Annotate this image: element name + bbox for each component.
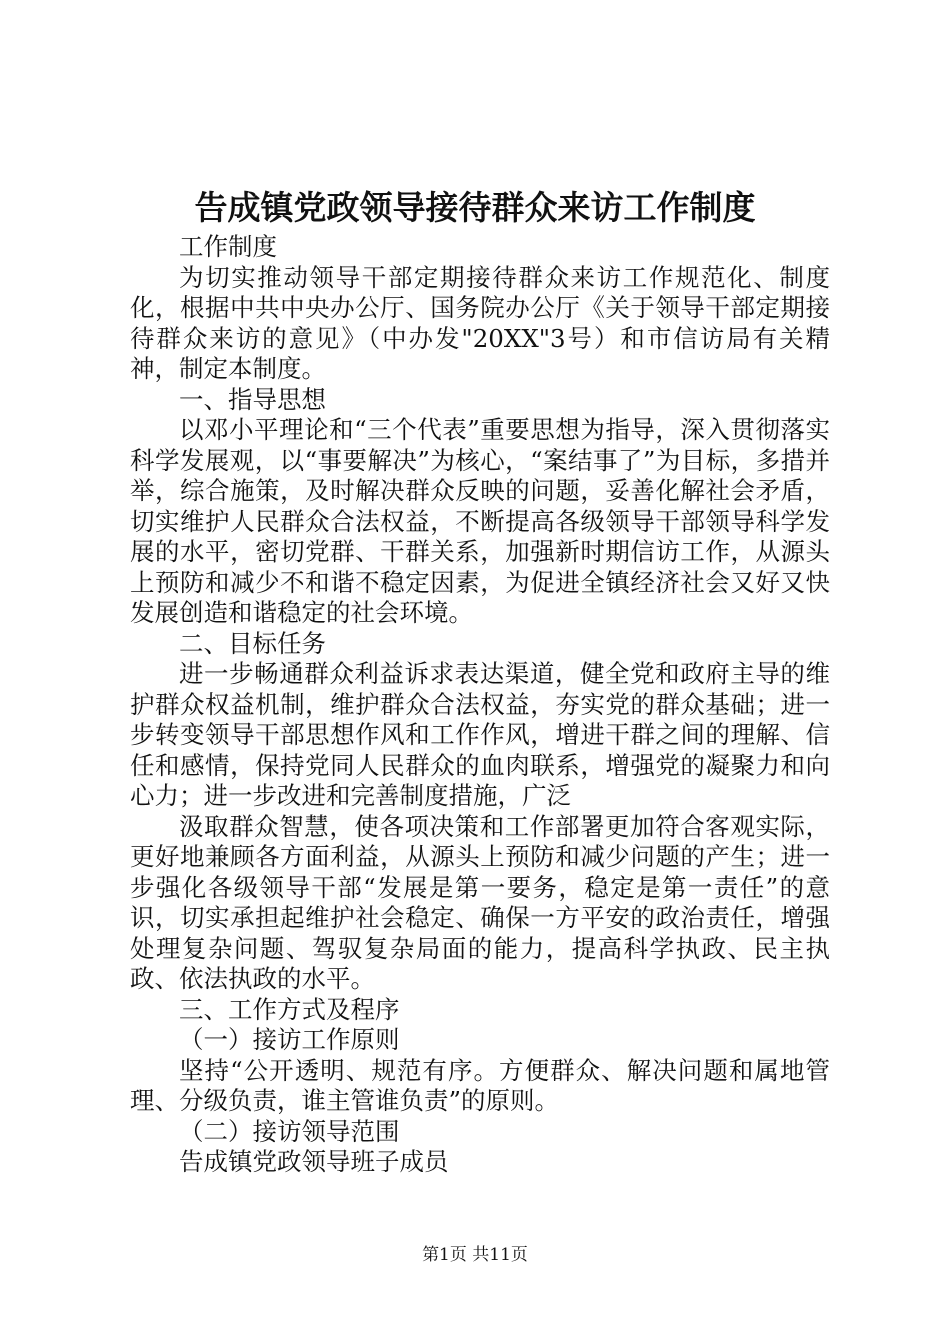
- heading-guiding-ideology: 一、指导思想: [179, 384, 326, 414]
- paragraph-leader-scope: 告成镇党政领导班子成员: [179, 1147, 449, 1176]
- heading-work-method: 三、工作方式及程序: [179, 994, 400, 1024]
- heading-principles: （一）接访工作原则: [179, 1025, 400, 1054]
- page-number-footer: 第1页 共11页: [422, 1245, 528, 1265]
- heading-goals: 二、目标任务: [179, 628, 326, 658]
- paragraph-goals-1: 进一步畅通群众利益诉求表达渠道，健全党和政府主导的维护群众权益机制，维护群众合法权益，夯实党的群众基础；进一步转变领导干部思想作风和工作作风，增进干群之间的理解、信任和感情，保持党同人民群众的血肉联系，增强党的凝聚力和向心力；进一步改进和完善制度措施，广泛: [130, 659, 830, 810]
- paragraph-principles: 坚持“公开透明、规范有序。方便群众、解决问题和属地管理、分级负责，谁主管谁负责”的原则。: [130, 1055, 830, 1115]
- paragraph-section-label: 工作制度: [179, 232, 277, 261]
- document-body: [130, 232, 830, 1178]
- heading-leader-scope: （二）接访领导范围: [179, 1116, 400, 1146]
- paragraph-intro: 为切实推动领导干部定期接待群众来访工作规范化、制度化，根据中共中央办公厅、国务院办公厅《关于领导干部定期接待群众来访的意见》（中办发"20XX"3号）和市信访局有关精神，制定本制度。: [130, 262, 830, 383]
- paragraph-guiding-ideology: 以邓小平理论和“三个代表”重要思想为指导，深入贯彻落实科学发展观，以“事要解决”为核心，“案结事了”为目标，多措并举，综合施策，及时解决群众反映的问题，妥善化解社会矛盾，切实维护人民群众合法权益，不断提高各级领导干部领导科学发展的水平，密切党群、干群关系，加强新时期信访工作，从源头上预防和减少不和谐不稳定因素，为促进全镇经济社会又好又快发展创造和谐稳定的社会环境。: [130, 415, 830, 627]
- paragraph-goals-2: 汲取群众智慧，使各项决策和工作部署更加符合客观实际，更好地兼顾各方面利益，从源头上预防和减少问题的产生；进一步强化各级领导干部“发展是第一要务，稳定是第一责任”的意识，切实承担起维护社会稳定、确保一方平安的政治责任，增强处理复杂问题、驾驭复杂局面的能力，提高科学执政、民主执政、依法执政的水平。: [130, 811, 830, 993]
- document-title: 告成镇党政领导接待群众来访工作制度: [194, 188, 756, 227]
